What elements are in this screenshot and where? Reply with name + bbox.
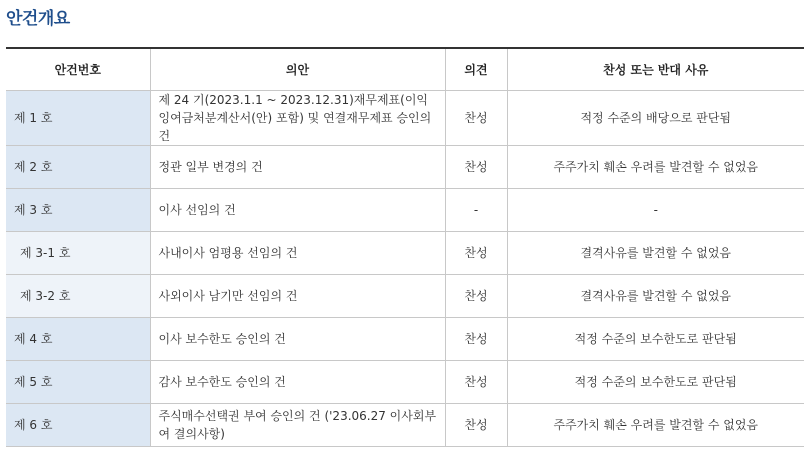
reason-cell: 적정 수준의 보수한도로 판단됨 xyxy=(507,318,804,361)
agenda-text: 정관 일부 변경의 건 xyxy=(150,146,445,189)
table-row xyxy=(6,361,804,404)
agenda-number: 제 2 호 xyxy=(6,146,150,189)
agenda-text: 이사 선임의 건 xyxy=(150,189,445,232)
opinion-cell: 찬성 xyxy=(445,146,507,189)
table-header-row xyxy=(6,48,804,91)
table-row xyxy=(6,146,804,189)
opinion-cell: 찬성 xyxy=(445,91,507,146)
table-row xyxy=(6,275,804,318)
agenda-text: 사외이사 남기만 선임의 건 xyxy=(150,275,445,318)
agenda-text: 주식매수선택권 부여 승인의 건 ('23.06.27 이사회부여 결의사항) xyxy=(150,404,445,447)
agenda-number: 제 5 호 xyxy=(6,361,150,404)
agenda-text: 제 24 기(2023.1.1 ~ 2023.12.31)재무제표(이익잉여금처분계산서(안) 포함) 및 연결재무제표 승인의 건 xyxy=(150,91,445,146)
reason-cell: 주주가치 훼손 우려를 발견할 수 없었음 xyxy=(507,146,804,189)
reason-cell: 결격사유를 발견할 수 없었음 xyxy=(507,232,804,275)
reason-cell: 적정 수준의 보수한도로 판단됨 xyxy=(507,361,804,404)
header-reason: 찬성 또는 반대 사유 xyxy=(507,48,804,91)
agenda-number: 제 4 호 xyxy=(6,318,150,361)
table-row xyxy=(6,189,804,232)
reason-cell: 주주가치 훼손 우려를 발견할 수 없었음 xyxy=(507,404,804,447)
agenda-table xyxy=(6,47,804,447)
agenda-number: 제 6 호 xyxy=(6,404,150,447)
table-row xyxy=(6,232,804,275)
table-row xyxy=(6,404,804,447)
table-row xyxy=(6,318,804,361)
header-number: 안건번호 xyxy=(6,48,150,91)
opinion-cell: 찬성 xyxy=(445,275,507,318)
page-title: 안건개요 xyxy=(6,9,70,29)
agenda-number: 제 3-2 호 xyxy=(6,275,150,318)
opinion-cell: 찬성 xyxy=(445,318,507,361)
opinion-cell: - xyxy=(445,189,507,232)
agenda-text: 사내이사 엄평용 선임의 건 xyxy=(150,232,445,275)
agenda-number: 제 3 호 xyxy=(6,189,150,232)
opinion-cell: 찬성 xyxy=(445,404,507,447)
table-row xyxy=(6,91,804,146)
agenda-text: 이사 보수한도 승인의 건 xyxy=(150,318,445,361)
reason-cell: 적정 수준의 배당으로 판단됨 xyxy=(507,91,804,146)
opinion-cell: 찬성 xyxy=(445,361,507,404)
agenda-number: 제 3-1 호 xyxy=(6,232,150,275)
reason-cell: - xyxy=(507,189,804,232)
agenda-number: 제 1 호 xyxy=(6,91,150,146)
opinion-cell: 찬성 xyxy=(445,232,507,275)
header-agenda: 의안 xyxy=(150,48,445,91)
header-opinion: 의견 xyxy=(445,48,507,91)
agenda-text: 감사 보수한도 승인의 건 xyxy=(150,361,445,404)
reason-cell: 결격사유를 발견할 수 없었음 xyxy=(507,275,804,318)
